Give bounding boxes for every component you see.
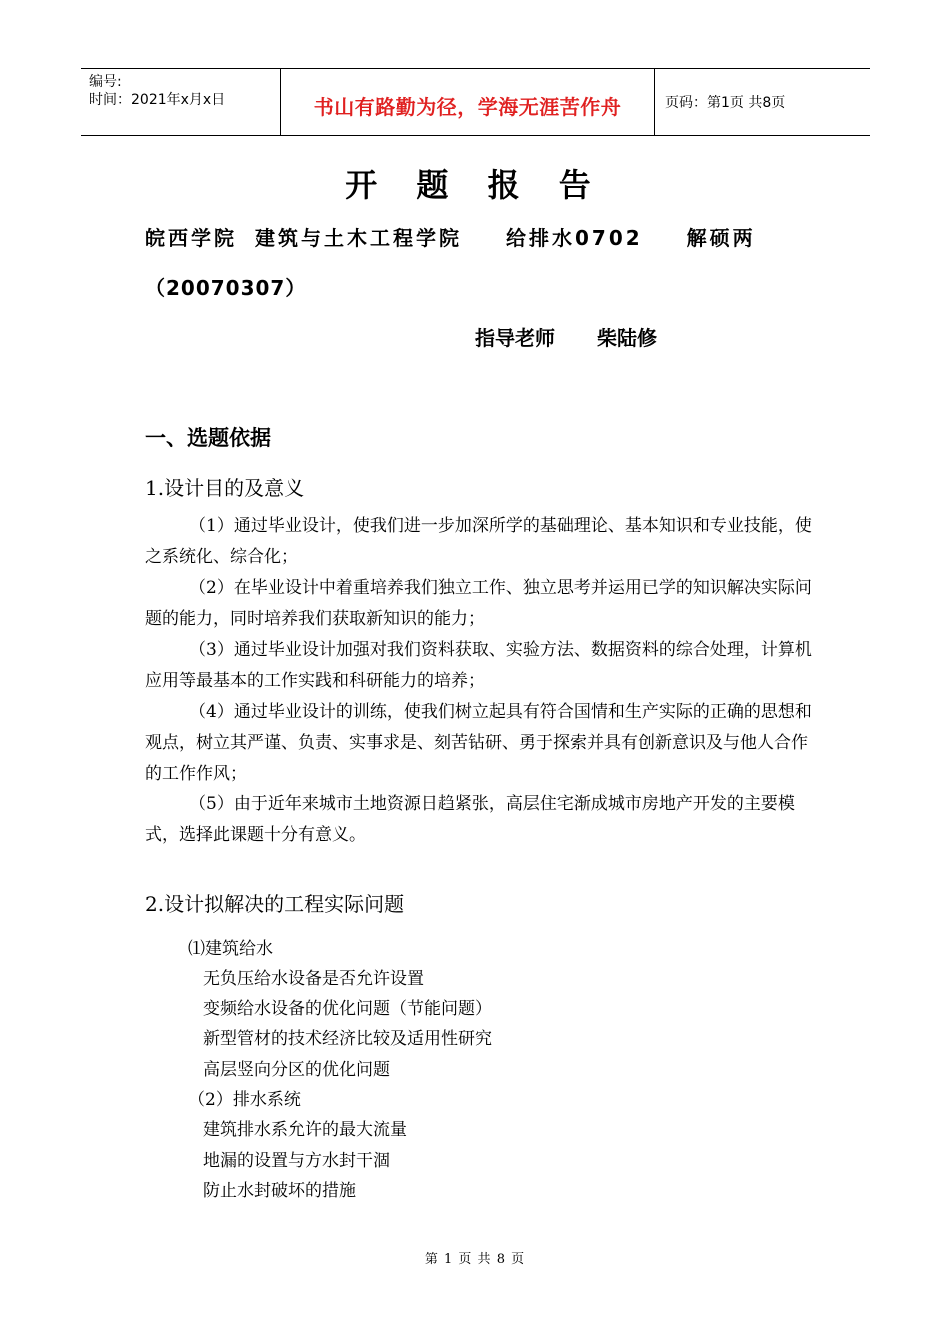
paragraph-1: （1）通过毕业设计，使我们进一步加深所学的基础理论、基本知识和专业技能，使之系统化、综合化； (145, 516, 812, 567)
author-line (145, 222, 756, 251)
major-name: 给排水0702 (506, 226, 643, 250)
header-meta (81, 69, 281, 135)
college-name: 建筑与土木工程学院 (255, 226, 462, 250)
list-item: 建筑排水系允许的最大流量 (203, 1120, 407, 1140)
time-label: 时间：2021年x月x日 (89, 92, 226, 108)
list-item: 变频给水设备的优化问题（节能问题） (203, 999, 492, 1019)
list-item: 地漏的设置与方水封干涸 (203, 1151, 390, 1171)
document-header (81, 68, 870, 136)
school-name: 皖西学院 (145, 226, 237, 250)
list-item: 高层竖向分区的优化问题 (203, 1060, 390, 1080)
header-page-info: 页码：第1页 共8页 (665, 95, 786, 111)
list-item: 新型管材的技术经济比较及适用性研究 (203, 1029, 492, 1049)
paragraph-2: （2）在毕业设计中着重培养我们独立工作、独立思考并运用已学的知识解决实际问题的能力，同时培养我们获取新知识的能力； (145, 578, 812, 629)
paragraph-3: （3）通过毕业设计加强对我们资料获取、实验方法、数据资料的综合处理，计算机应用等最基本的工作实践和科研能力的培养； (145, 640, 812, 691)
paragraph-4: （4）通过毕业设计的训练，使我们树立起具有符合国情和生产实际的正确的思想和观点，树立其严谨、负责、实事求是、刻苦钻研、勇于探索并具有创新意识及与他人合作的工作作风； (145, 702, 812, 784)
advisor-name: 柴陆修 (597, 326, 657, 350)
student-name: 解硕两 (686, 226, 756, 250)
number-label: 编号: (89, 74, 122, 90)
header-motto: 书山有路勤为径，学海无涯苦作舟 (281, 69, 655, 135)
list-item: 无负压给水设备是否允许设置 (203, 969, 424, 989)
paragraph-5: （5）由于近年来城市土地资源日趋紧张，高层住宅渐成城市房地产开发的主要模式，选择此课题十分有意义。 (145, 794, 795, 845)
page-footer: 第 1 页 共 8 页 (424, 1252, 526, 1267)
advisor-label: 指导老师 (475, 326, 555, 350)
subsection-heading-1: 1.设计目的及意义 (145, 476, 305, 500)
advisor-line (475, 322, 657, 351)
page-title: 开 题 报 告 (345, 166, 605, 204)
group-title-water-supply: ⑴建筑给水 (188, 939, 273, 959)
list-item: 防止水封破坏的措施 (203, 1181, 356, 1201)
subsection-heading-2: 2.设计拟解决的工程实际问题 (145, 892, 405, 916)
student-id: （20070307） (145, 276, 307, 300)
section-heading: 一、选题依据 (145, 426, 271, 450)
group-title-drainage: （2）排水系统 (188, 1090, 301, 1110)
